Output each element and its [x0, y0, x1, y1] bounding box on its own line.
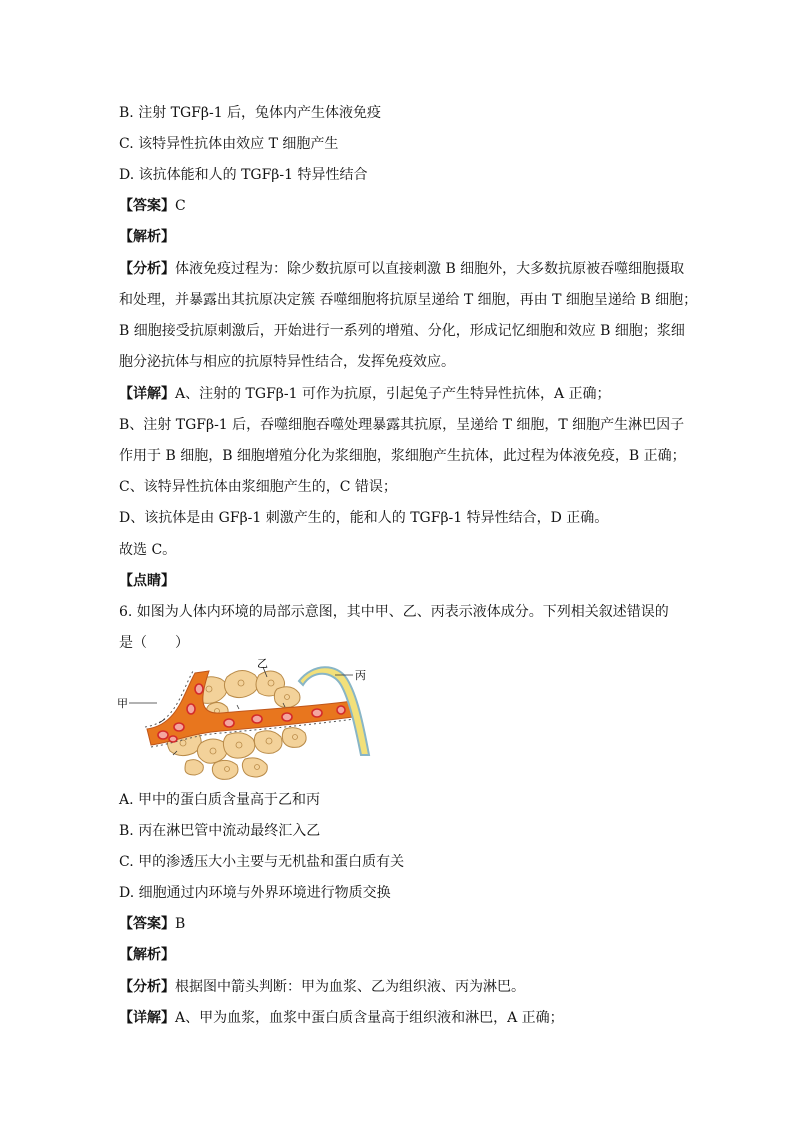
inner-environment-figure [117, 655, 377, 785]
conclusion-line: 故选 C。 [119, 542, 177, 558]
label-jia: 甲 [117, 697, 128, 710]
tip-heading: 【点睛】 [119, 573, 175, 589]
analysis-line: 和处理，并暴露出其抗原决定簇 吞噬细胞将抗原呈递给 T 细胞，再由 T 细胞呈递给 B 细胞； [119, 292, 698, 308]
option-c: C. 甲的渗透压大小主要与无机盐和蛋白质有关 [119, 854, 405, 870]
label-bing: 丙 [355, 669, 366, 682]
question-stem: 是（ ） [119, 635, 189, 651]
detail-line: C、该特异性抗体由浆细胞产生的，C 错误； [119, 479, 397, 495]
question-stem: 6. 如图为人体内环境的局部示意图，其中甲、乙、丙表示液体成分。下列相关叙述错误的 [119, 604, 669, 620]
detail-line: 作用于 B 细胞，B 细胞增殖分化为浆细胞，浆细胞产生抗体，此过程为体液免疫，B 正确； [119, 448, 686, 464]
detail-line: B、注射 TGFβ-1 后，吞噬细胞吞噬处理暴露其抗原，呈递给 T 细胞，T 细胞产生淋巴因子 [119, 417, 685, 433]
option-b: B. 丙在淋巴管中流动最终汇入乙 [119, 823, 321, 839]
tissue-diagram [117, 655, 377, 785]
analysis-line: B 细胞接受抗原刺激后，开始进行一系列的增殖、分化，形成记忆细胞和效应 B 细胞；浆细 [119, 323, 685, 339]
label-yi: 乙 [257, 657, 268, 670]
option-a: A. 甲中的蛋白质含量高于乙和丙 [119, 792, 321, 808]
detail-line: 【详解】A、甲为血浆，血浆中蛋白质含量高于组织液和淋巴，A 正确； [119, 1010, 564, 1026]
option-c: C. 该特异性抗体由效应 T 细胞产生 [119, 136, 339, 152]
detail-line: 【详解】A、注射的 TGFβ-1 可作为抗原，引起兔子产生特异性抗体，A 正确； [119, 386, 611, 402]
answer-line: 【答案】B [119, 916, 186, 932]
detail-line: D、该抗体是由 GFβ-1 刺激产生的，能和人的 TGFβ-1 特异性结合，D 正确。 [119, 510, 609, 526]
option-d: D. 该抗体能和人的 TGFβ-1 特异性结合 [119, 167, 368, 183]
analysis-heading: 【解析】 [119, 229, 175, 245]
analysis-line: 【分析】根据图中箭头判断：甲为血浆、乙为组织液、丙为淋巴。 [119, 979, 525, 995]
option-b: B. 注射 TGFβ-1 后，兔体内产生体液免疫 [119, 105, 382, 121]
answer-line: 【答案】C [119, 198, 186, 214]
option-d: D. 细胞通过内环境与外界环境进行物质交换 [119, 885, 391, 901]
analysis-line: 【分析】体液免疫过程为：除少数抗原可以直接刺激 B 细胞外，大多数抗原被吞噬细胞摄取 [119, 261, 685, 277]
analysis-line: 胞分泌抗体与相应的抗原特异性结合，发挥免疫效应。 [119, 354, 455, 370]
analysis-heading: 【解析】 [119, 947, 175, 963]
